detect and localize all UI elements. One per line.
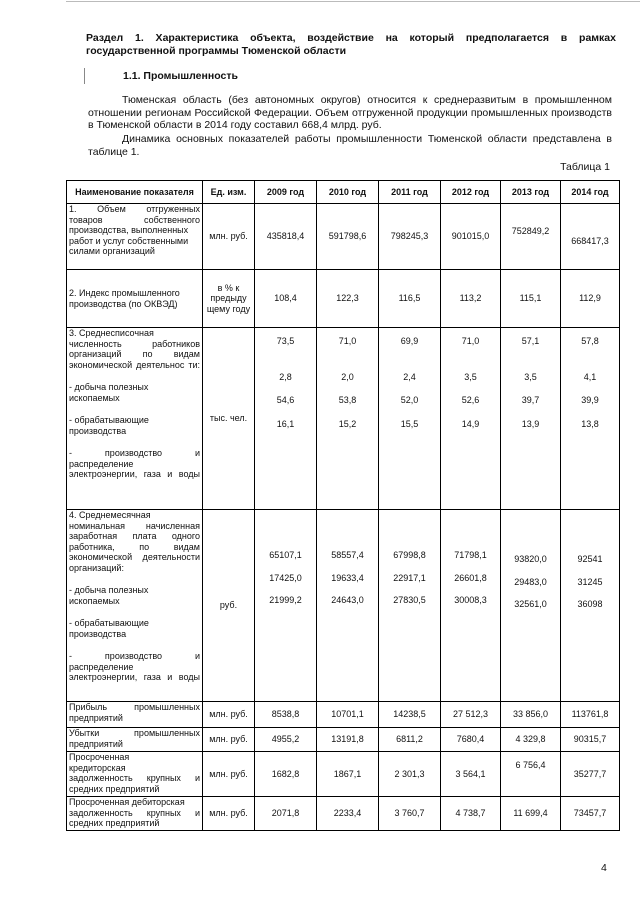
value-cell: 6811,2 — [379, 728, 441, 752]
cell-value: 3,5 — [524, 371, 537, 382]
row-label-line: средних предприятий — [69, 783, 160, 794]
header-name: Наименование показателя — [67, 181, 203, 204]
value-cell — [501, 328, 561, 510]
cell-value: 13,9 — [521, 418, 540, 429]
value-cell: 115,1 — [501, 270, 561, 328]
row-sublabel: - обрабатывающие производства — [69, 415, 149, 436]
cell-value: 65107,1 — [269, 550, 302, 560]
value-cell: 13191,8 — [317, 728, 379, 752]
cell-value: 71798,1 — [454, 550, 487, 560]
value-cell: 35277,7 — [561, 752, 620, 797]
value-cell: 90315,7 — [561, 728, 620, 752]
row-label-line: товаров собственного — [69, 214, 200, 225]
table-row — [67, 510, 620, 702]
value-cell: 108,4 — [255, 270, 317, 328]
cell-value: 30008,3 — [454, 595, 487, 605]
value-cell: 112,9 — [561, 270, 620, 328]
row-label-line: кредиторская — [69, 762, 126, 773]
row-label — [67, 510, 203, 702]
value-cell: 2233,4 — [317, 797, 379, 831]
paragraph-2: Динамика основных показателей работы промышленности Тюменской области представлена в таблице 1. — [88, 133, 612, 158]
value-cell: 4 738,7 — [441, 797, 501, 831]
row-label-line: средних предприятий — [69, 818, 160, 828]
value-cell — [379, 510, 441, 702]
value-cell — [255, 510, 317, 702]
cell-value: 52,0 — [400, 395, 419, 405]
value-cell: 6 756,4 — [501, 752, 561, 797]
table-row — [67, 204, 620, 270]
value-cell — [561, 510, 620, 702]
unit-cell: млн. руб. — [203, 728, 255, 752]
row-sublabel: - добыча полезных ископаемых — [69, 585, 149, 606]
cell-value: 3,5 — [464, 371, 477, 382]
value-cell: 435818,4 — [255, 204, 317, 270]
cell-value: 27830,5 — [393, 595, 426, 605]
row-label-line: предприятий — [69, 712, 123, 723]
cell-value: 71,0 — [338, 336, 357, 346]
value-cell — [441, 328, 501, 510]
value-cell: 4 329,8 — [501, 728, 561, 752]
cell-value: 13,8 — [581, 418, 599, 429]
row-sublabel: - производство и распределение электроэнергии, газа и воды — [69, 651, 200, 682]
header-2013: 2013 год — [501, 181, 561, 204]
table-row — [67, 797, 620, 831]
cell-value: 15,2 — [338, 418, 357, 429]
value-cell: 113,2 — [441, 270, 501, 328]
value-cell: 14238,5 — [379, 702, 441, 728]
header-2014: 2014 год — [561, 181, 620, 204]
header-unit: Ед. изм. — [203, 181, 255, 204]
row-label-line: численность работников организаций по видам экономической деятельнос ти: — [69, 338, 200, 370]
row-label — [67, 204, 203, 270]
header-2012: 2012 год — [441, 181, 501, 204]
value-cell: 1867,1 — [317, 752, 379, 797]
row-label: 2. Индекс промышленного производства (по ОКВЭД) — [67, 270, 203, 328]
value-cell: 7680,4 — [441, 728, 501, 752]
cell-value: 14,9 — [461, 418, 480, 429]
value-cell: 73457,7 — [561, 797, 620, 831]
cell-value: 32561,0 — [514, 599, 547, 609]
cell-value: 29483,0 — [514, 576, 547, 587]
cell-value: 2,8 — [279, 371, 292, 382]
table-header-row — [67, 181, 620, 204]
header-2011: 2011 год — [379, 181, 441, 204]
value-cell: 798245,3 — [379, 204, 441, 270]
cell-value: 39,7 — [521, 395, 540, 405]
cell-value: 57,1 — [521, 336, 540, 346]
table-row — [67, 270, 620, 328]
cell-value: 2,0 — [341, 371, 354, 382]
row-label — [67, 752, 203, 797]
cell-value: 52,6 — [461, 395, 480, 405]
table-row — [67, 702, 620, 728]
cell-value: 22917,1 — [393, 572, 426, 583]
unit-cell: тыс. чел. — [203, 328, 255, 510]
row-label — [67, 728, 203, 752]
unit-cell: в % к предыду щему году — [203, 270, 255, 328]
cell-value: 15,5 — [400, 418, 419, 429]
cell-value: 71,0 — [461, 336, 480, 346]
unit-cell: млн. руб. — [203, 702, 255, 728]
value-cell: 2 301,3 — [379, 752, 441, 797]
value-cell: 2071,8 — [255, 797, 317, 831]
value-cell — [317, 510, 379, 702]
cell-value: 67998,8 — [393, 550, 426, 560]
table-row — [67, 328, 620, 510]
value-cell: 4955,2 — [255, 728, 317, 752]
value-cell: 1682,8 — [255, 752, 317, 797]
row-label-line: 3. Среднесписочная — [69, 328, 154, 338]
row-label-line: Убытки промышленных — [69, 728, 200, 738]
value-cell: 113761,8 — [561, 702, 620, 728]
cell-value: 93820,0 — [514, 554, 547, 564]
row-label-line: предприятий — [69, 738, 123, 749]
unit-cell: млн. руб. — [203, 797, 255, 831]
unit-cell: млн. руб. — [203, 752, 255, 797]
row-label-line: производства, выполненных работ и услуг собственными силами организаций — [69, 225, 189, 256]
cell-value: 26601,8 — [454, 572, 487, 583]
cell-value: 39,9 — [581, 395, 599, 405]
value-cell — [561, 328, 620, 510]
row-label — [67, 702, 203, 728]
unit-cell: руб. — [203, 510, 255, 702]
value-cell: 3 564,1 — [441, 752, 501, 797]
header-2010: 2010 год — [317, 181, 379, 204]
cell-value: 31245 — [577, 576, 603, 587]
paragraph-1: Тюменская область (без автономных округов) относится к среднеразвитым в промышленном отношении регионам Российской Федерации. Объем отгруженной продукции промышленных производств в Тюменской области в 2014 году составил 668,4 млрд. руб. — [88, 94, 612, 131]
row-label-line: Просроченная — [69, 752, 130, 762]
cell-value: 58557,4 — [331, 550, 364, 560]
value-cell: 591798,6 — [317, 204, 379, 270]
cell-value: 73,5 — [276, 336, 295, 346]
cell-value: 57,8 — [581, 336, 599, 346]
row-label-line: задолженность крупных и — [69, 807, 200, 818]
cell-value: 21999,2 — [269, 595, 302, 605]
cell-value: 92541 — [577, 554, 603, 564]
section-title: Раздел 1. Характеристика объекта, воздействие на который предполагается в рамках государственной программы Тюменской области — [86, 32, 616, 57]
value-cell: 8538,8 — [255, 702, 317, 728]
unit-cell: млн. руб. — [203, 204, 255, 270]
row-label-line: Прибыль промышленных — [69, 702, 200, 712]
table-row — [67, 752, 620, 797]
row-label-line: 4. Среднемесячная — [69, 510, 151, 520]
subsection-title: 1.1. Промышленность — [123, 70, 238, 82]
value-cell: 752849,2 — [501, 204, 561, 270]
value-cell: 27 512,3 — [441, 702, 501, 728]
page-number: 4 — [601, 862, 607, 874]
value-cell: 122,3 — [317, 270, 379, 328]
cell-value: 4,1 — [583, 371, 597, 382]
row-label — [67, 328, 203, 510]
value-cell — [317, 328, 379, 510]
value-cell — [379, 328, 441, 510]
row-sublabel: - обрабатывающие производства — [69, 618, 149, 639]
value-cell: 10701,1 — [317, 702, 379, 728]
value-cell: 116,5 — [379, 270, 441, 328]
row-label — [67, 797, 203, 831]
cell-value: 53,8 — [338, 395, 357, 405]
cell-value: 36098 — [577, 599, 603, 609]
value-cell: 33 856,0 — [501, 702, 561, 728]
row-label-line: задолженность крупных и — [69, 773, 200, 783]
cell-value: 17425,0 — [269, 572, 302, 583]
value-cell: 3 760,7 — [379, 797, 441, 831]
text-cursor-marker — [84, 68, 85, 84]
cell-value: 69,9 — [400, 336, 419, 346]
table-caption: Таблица 1 — [560, 161, 610, 173]
value-cell: 11 699,4 — [501, 797, 561, 831]
cell-value: 16,1 — [276, 418, 295, 429]
row-label-line: Просроченная дебиторская — [69, 797, 185, 807]
row-sublabel: - добыча полезных ископаемых — [69, 382, 149, 403]
value-cell — [255, 328, 317, 510]
value-cell — [501, 510, 561, 702]
row-label-line: номинальная начисленная заработная плата одного работника, по видам экономической деятельности организаций: — [69, 520, 200, 573]
row-sublabel: - производство и распределение электроэнергии, газа и воды — [69, 448, 200, 479]
cell-value: 24643,0 — [331, 595, 364, 605]
value-cell: 668417,3 — [561, 204, 620, 270]
cell-value: 2,4 — [403, 371, 416, 382]
indicators-table — [66, 180, 620, 831]
cell-value: 54,6 — [276, 395, 295, 405]
header-2009: 2009 год — [255, 181, 317, 204]
top-rule — [66, 1, 640, 2]
value-cell: 901015,0 — [441, 204, 501, 270]
row-label-line: 1. Объем отгруженных — [69, 204, 200, 214]
table-row — [67, 728, 620, 752]
cell-value: 19633,4 — [331, 572, 364, 583]
value-cell — [441, 510, 501, 702]
